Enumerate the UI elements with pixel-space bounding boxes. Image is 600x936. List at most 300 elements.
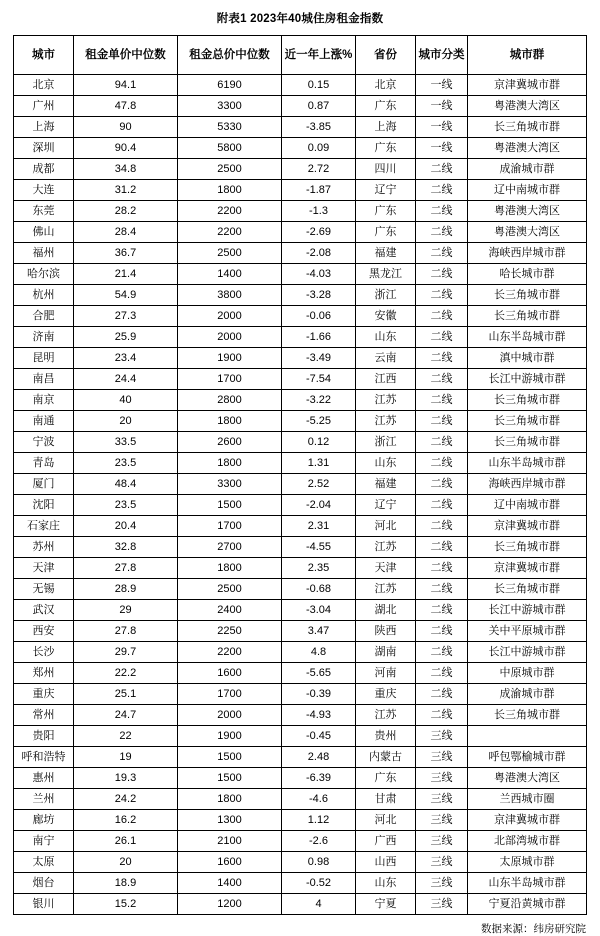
cell-tier: 一线 <box>416 75 468 96</box>
cell-cluster: 辽中南城市群 <box>468 495 587 516</box>
cell-total-price: 2700 <box>178 537 282 558</box>
table-row <box>14 579 587 600</box>
table-header-row <box>14 36 587 75</box>
cell-total-price: 1900 <box>178 726 282 747</box>
table-row <box>14 285 587 306</box>
cell-yoy: -5.65 <box>282 663 356 684</box>
cell-province: 浙江 <box>356 285 416 306</box>
cell-cluster: 长三角城市群 <box>468 537 587 558</box>
table-row <box>14 159 587 180</box>
cell-city: 济南 <box>14 327 74 348</box>
table-row <box>14 327 587 348</box>
cell-tier: 二线 <box>416 348 468 369</box>
cell-unit-price: 33.5 <box>74 432 178 453</box>
cell-total-price: 1400 <box>178 873 282 894</box>
cell-city: 青岛 <box>14 453 74 474</box>
cell-unit-price: 28.9 <box>74 579 178 600</box>
cell-tier: 二线 <box>416 516 468 537</box>
cell-total-price: 3300 <box>178 96 282 117</box>
cell-province: 福建 <box>356 243 416 264</box>
cell-tier: 三线 <box>416 810 468 831</box>
cell-cluster: 粤港澳大湾区 <box>468 222 587 243</box>
cell-tier: 二线 <box>416 474 468 495</box>
cell-tier: 二线 <box>416 369 468 390</box>
cell-city: 上海 <box>14 117 74 138</box>
cell-province: 辽宁 <box>356 180 416 201</box>
cell-yoy: -0.52 <box>282 873 356 894</box>
table-row <box>14 684 587 705</box>
table-row <box>14 810 587 831</box>
table-row <box>14 705 587 726</box>
cell-province: 福建 <box>356 474 416 495</box>
cell-total-price: 6190 <box>178 75 282 96</box>
cell-province: 安徽 <box>356 306 416 327</box>
cell-yoy: 4.8 <box>282 642 356 663</box>
cell-tier: 二线 <box>416 621 468 642</box>
cell-province: 河南 <box>356 663 416 684</box>
cell-cluster: 长三角城市群 <box>468 411 587 432</box>
cell-cluster: 长三角城市群 <box>468 432 587 453</box>
cell-total-price: 2500 <box>178 159 282 180</box>
cell-cluster: 成渝城市群 <box>468 684 587 705</box>
cell-tier: 二线 <box>416 159 468 180</box>
cell-yoy: -4.03 <box>282 264 356 285</box>
table-row <box>14 411 587 432</box>
cell-total-price: 1300 <box>178 810 282 831</box>
cell-province: 江苏 <box>356 411 416 432</box>
cell-total-price: 1200 <box>178 894 282 915</box>
cell-yoy: 1.31 <box>282 453 356 474</box>
column-header-yoy: 近一年上涨% <box>282 36 356 75</box>
cell-yoy: -3.22 <box>282 390 356 411</box>
cell-tier: 二线 <box>416 558 468 579</box>
cell-tier: 二线 <box>416 285 468 306</box>
cell-unit-price: 40 <box>74 390 178 411</box>
cell-unit-price: 36.7 <box>74 243 178 264</box>
cell-city: 南宁 <box>14 831 74 852</box>
cell-province: 广东 <box>356 222 416 243</box>
table-row <box>14 789 587 810</box>
cell-cluster: 京津冀城市群 <box>468 75 587 96</box>
cell-city: 石家庄 <box>14 516 74 537</box>
cell-tier: 二线 <box>416 453 468 474</box>
table-row <box>14 369 587 390</box>
column-header-province: 省份 <box>356 36 416 75</box>
cell-tier: 三线 <box>416 873 468 894</box>
cell-total-price: 1600 <box>178 663 282 684</box>
column-header-city: 城市 <box>14 36 74 75</box>
cell-total-price: 5800 <box>178 138 282 159</box>
cell-total-price: 2200 <box>178 201 282 222</box>
cell-cluster: 山东半岛城市群 <box>468 873 587 894</box>
cell-province: 重庆 <box>356 684 416 705</box>
cell-province: 山东 <box>356 453 416 474</box>
cell-city: 哈尔滨 <box>14 264 74 285</box>
cell-province: 甘肃 <box>356 789 416 810</box>
cell-total-price: 1700 <box>178 369 282 390</box>
cell-unit-price: 90.4 <box>74 138 178 159</box>
cell-total-price: 1800 <box>178 558 282 579</box>
cell-yoy: -4.55 <box>282 537 356 558</box>
cell-tier: 一线 <box>416 138 468 159</box>
cell-unit-price: 23.5 <box>74 495 178 516</box>
cell-yoy: -3.28 <box>282 285 356 306</box>
cell-city: 重庆 <box>14 684 74 705</box>
cell-total-price: 1800 <box>178 180 282 201</box>
cell-unit-price: 27.8 <box>74 621 178 642</box>
cell-total-price: 2000 <box>178 327 282 348</box>
cell-unit-price: 48.4 <box>74 474 178 495</box>
cell-cluster: 山东半岛城市群 <box>468 453 587 474</box>
table-row <box>14 117 587 138</box>
cell-total-price: 1700 <box>178 684 282 705</box>
cell-cluster: 长江中游城市群 <box>468 600 587 621</box>
cell-unit-price: 22.2 <box>74 663 178 684</box>
table-row <box>14 243 587 264</box>
cell-city: 烟台 <box>14 873 74 894</box>
cell-city: 兰州 <box>14 789 74 810</box>
cell-total-price: 2400 <box>178 600 282 621</box>
cell-total-price: 2500 <box>178 243 282 264</box>
cell-city: 武汉 <box>14 600 74 621</box>
cell-unit-price: 22 <box>74 726 178 747</box>
cell-unit-price: 20 <box>74 852 178 873</box>
cell-tier: 二线 <box>416 579 468 600</box>
cell-city: 合肥 <box>14 306 74 327</box>
cell-cluster: 长三角城市群 <box>468 705 587 726</box>
cell-tier: 二线 <box>416 390 468 411</box>
cell-province: 辽宁 <box>356 495 416 516</box>
cell-province: 江苏 <box>356 537 416 558</box>
cell-province: 内蒙古 <box>356 747 416 768</box>
cell-unit-price: 29.7 <box>74 642 178 663</box>
cell-unit-price: 54.9 <box>74 285 178 306</box>
cell-yoy: 2.48 <box>282 747 356 768</box>
cell-province: 贵州 <box>356 726 416 747</box>
table-row <box>14 390 587 411</box>
cell-province: 江西 <box>356 369 416 390</box>
cell-province: 山东 <box>356 873 416 894</box>
cell-cluster: 京津冀城市群 <box>468 810 587 831</box>
rent-index-table <box>13 35 587 915</box>
cell-province: 云南 <box>356 348 416 369</box>
cell-cluster: 宁夏沿黄城市群 <box>468 894 587 915</box>
cell-cluster: 山东半岛城市群 <box>468 327 587 348</box>
cell-cluster: 京津冀城市群 <box>468 516 587 537</box>
cell-yoy: -1.66 <box>282 327 356 348</box>
cell-total-price: 2600 <box>178 432 282 453</box>
cell-total-price: 2250 <box>178 621 282 642</box>
cell-cluster: 长江中游城市群 <box>468 369 587 390</box>
cell-unit-price: 15.2 <box>74 894 178 915</box>
cell-city: 无锡 <box>14 579 74 600</box>
cell-unit-price: 25.9 <box>74 327 178 348</box>
cell-city: 西安 <box>14 621 74 642</box>
cell-unit-price: 31.2 <box>74 180 178 201</box>
table-row <box>14 180 587 201</box>
cell-city: 廊坊 <box>14 810 74 831</box>
cell-tier: 二线 <box>416 306 468 327</box>
cell-province: 天津 <box>356 558 416 579</box>
cell-yoy: -0.45 <box>282 726 356 747</box>
table-row <box>14 873 587 894</box>
cell-cluster: 哈长城市群 <box>468 264 587 285</box>
cell-total-price: 1500 <box>178 495 282 516</box>
table-row <box>14 852 587 873</box>
cell-yoy: 2.72 <box>282 159 356 180</box>
cell-unit-price: 32.8 <box>74 537 178 558</box>
cell-total-price: 2000 <box>178 306 282 327</box>
cell-city: 惠州 <box>14 768 74 789</box>
table-row <box>14 537 587 558</box>
cell-unit-price: 27.8 <box>74 558 178 579</box>
cell-cluster: 太原城市群 <box>468 852 587 873</box>
cell-yoy: -2.04 <box>282 495 356 516</box>
cell-total-price: 1500 <box>178 747 282 768</box>
cell-yoy: -2.69 <box>282 222 356 243</box>
cell-unit-price: 94.1 <box>74 75 178 96</box>
cell-cluster: 兰西城市圈 <box>468 789 587 810</box>
cell-province: 山西 <box>356 852 416 873</box>
cell-tier: 二线 <box>416 432 468 453</box>
cell-yoy: -0.39 <box>282 684 356 705</box>
cell-unit-price: 19.3 <box>74 768 178 789</box>
cell-total-price: 2200 <box>178 642 282 663</box>
table-header <box>14 36 587 75</box>
table-row <box>14 495 587 516</box>
cell-yoy: -5.25 <box>282 411 356 432</box>
cell-province: 黑龙江 <box>356 264 416 285</box>
cell-cluster: 呼包鄂榆城市群 <box>468 747 587 768</box>
cell-unit-price: 20 <box>74 411 178 432</box>
table-row <box>14 747 587 768</box>
cell-city: 贵阳 <box>14 726 74 747</box>
cell-city: 太原 <box>14 852 74 873</box>
cell-city: 苏州 <box>14 537 74 558</box>
cell-cluster: 粤港澳大湾区 <box>468 768 587 789</box>
table-row <box>14 432 587 453</box>
cell-tier: 一线 <box>416 96 468 117</box>
cell-province: 广东 <box>356 96 416 117</box>
cell-yoy: -2.6 <box>282 831 356 852</box>
cell-city: 长沙 <box>14 642 74 663</box>
cell-cluster: 北部湾城市群 <box>468 831 587 852</box>
cell-yoy: 0.15 <box>282 75 356 96</box>
cell-unit-price: 26.1 <box>74 831 178 852</box>
cell-tier: 二线 <box>416 684 468 705</box>
cell-cluster: 粤港澳大湾区 <box>468 138 587 159</box>
cell-province: 江苏 <box>356 705 416 726</box>
cell-city: 成都 <box>14 159 74 180</box>
cell-yoy: -1.87 <box>282 180 356 201</box>
cell-yoy: -6.39 <box>282 768 356 789</box>
cell-yoy: -0.06 <box>282 306 356 327</box>
cell-cluster: 粤港澳大湾区 <box>468 96 587 117</box>
cell-province: 湖南 <box>356 642 416 663</box>
cell-cluster: 长三角城市群 <box>468 285 587 306</box>
cell-cluster: 京津冀城市群 <box>468 558 587 579</box>
cell-city: 佛山 <box>14 222 74 243</box>
cell-unit-price: 47.8 <box>74 96 178 117</box>
cell-cluster: 海峡西岸城市群 <box>468 474 587 495</box>
cell-tier: 二线 <box>416 495 468 516</box>
table-row <box>14 264 587 285</box>
cell-yoy: -2.08 <box>282 243 356 264</box>
cell-province: 陕西 <box>356 621 416 642</box>
cell-city: 常州 <box>14 705 74 726</box>
cell-total-price: 1800 <box>178 411 282 432</box>
cell-unit-price: 20.4 <box>74 516 178 537</box>
cell-province: 上海 <box>356 117 416 138</box>
cell-yoy: -7.54 <box>282 369 356 390</box>
cell-yoy: 0.98 <box>282 852 356 873</box>
cell-yoy: 1.12 <box>282 810 356 831</box>
cell-tier: 三线 <box>416 726 468 747</box>
cell-tier: 二线 <box>416 180 468 201</box>
table-row <box>14 474 587 495</box>
table-row <box>14 348 587 369</box>
cell-unit-price: 28.2 <box>74 201 178 222</box>
cell-city: 郑州 <box>14 663 74 684</box>
cell-cluster: 中原城市群 <box>468 663 587 684</box>
cell-unit-price: 24.2 <box>74 789 178 810</box>
cell-tier: 二线 <box>416 600 468 621</box>
cell-province: 江苏 <box>356 390 416 411</box>
cell-unit-price: 23.5 <box>74 453 178 474</box>
cell-yoy: 4 <box>282 894 356 915</box>
cell-total-price: 2000 <box>178 705 282 726</box>
cell-yoy: -1.3 <box>282 201 356 222</box>
cell-province: 湖北 <box>356 600 416 621</box>
cell-province: 广东 <box>356 768 416 789</box>
table-row <box>14 621 587 642</box>
cell-total-price: 2200 <box>178 222 282 243</box>
cell-cluster: 长三角城市群 <box>468 390 587 411</box>
cell-yoy: 2.52 <box>282 474 356 495</box>
cell-tier: 三线 <box>416 747 468 768</box>
cell-tier: 二线 <box>416 642 468 663</box>
cell-city: 银川 <box>14 894 74 915</box>
cell-city: 南京 <box>14 390 74 411</box>
cell-yoy: 0.12 <box>282 432 356 453</box>
cell-city: 呼和浩特 <box>14 747 74 768</box>
cell-city: 大连 <box>14 180 74 201</box>
cell-cluster: 辽中南城市群 <box>468 180 587 201</box>
cell-cluster: 成渝城市群 <box>468 159 587 180</box>
cell-tier: 二线 <box>416 705 468 726</box>
cell-cluster: 长三角城市群 <box>468 117 587 138</box>
page-title: 附表1 2023年40城住房租金指数 <box>216 13 384 25</box>
table-body <box>14 75 587 915</box>
table-row <box>14 642 587 663</box>
column-header-tier: 城市分类 <box>416 36 468 75</box>
cell-yoy: 3.47 <box>282 621 356 642</box>
cell-unit-price: 24.4 <box>74 369 178 390</box>
cell-unit-price: 21.4 <box>74 264 178 285</box>
cell-unit-price: 25.1 <box>74 684 178 705</box>
cell-tier: 三线 <box>416 831 468 852</box>
cell-city: 南通 <box>14 411 74 432</box>
cell-cluster: 海峡西岸城市群 <box>468 243 587 264</box>
table-row <box>14 600 587 621</box>
cell-city: 天津 <box>14 558 74 579</box>
table-row <box>14 222 587 243</box>
cell-tier: 三线 <box>416 894 468 915</box>
cell-cluster: 长三角城市群 <box>468 579 587 600</box>
cell-total-price: 3300 <box>178 474 282 495</box>
cell-tier: 二线 <box>416 327 468 348</box>
table-row <box>14 453 587 474</box>
cell-yoy: -3.04 <box>282 600 356 621</box>
cell-cluster <box>468 726 587 747</box>
cell-unit-price: 23.4 <box>74 348 178 369</box>
cell-tier: 二线 <box>416 222 468 243</box>
cell-tier: 三线 <box>416 852 468 873</box>
table-row <box>14 306 587 327</box>
cell-province: 浙江 <box>356 432 416 453</box>
cell-total-price: 2500 <box>178 579 282 600</box>
cell-province: 四川 <box>356 159 416 180</box>
cell-unit-price: 18.9 <box>74 873 178 894</box>
cell-total-price: 3800 <box>178 285 282 306</box>
cell-city: 昆明 <box>14 348 74 369</box>
cell-province: 河北 <box>356 810 416 831</box>
cell-total-price: 1400 <box>178 264 282 285</box>
cell-yoy: 2.35 <box>282 558 356 579</box>
table-row <box>14 558 587 579</box>
table-row <box>14 516 587 537</box>
cell-yoy: -3.85 <box>282 117 356 138</box>
cell-tier: 二线 <box>416 537 468 558</box>
cell-city: 北京 <box>14 75 74 96</box>
cell-tier: 三线 <box>416 768 468 789</box>
cell-city: 厦门 <box>14 474 74 495</box>
cell-unit-price: 16.2 <box>74 810 178 831</box>
cell-city: 宁波 <box>14 432 74 453</box>
cell-total-price: 1900 <box>178 348 282 369</box>
cell-cluster: 滇中城市群 <box>468 348 587 369</box>
cell-unit-price: 24.7 <box>74 705 178 726</box>
table-row <box>14 726 587 747</box>
table-row <box>14 894 587 915</box>
cell-total-price: 1800 <box>178 789 282 810</box>
cell-unit-price: 28.4 <box>74 222 178 243</box>
cell-unit-price: 90 <box>74 117 178 138</box>
cell-cluster: 长江中游城市群 <box>468 642 587 663</box>
cell-unit-price: 34.8 <box>74 159 178 180</box>
cell-province: 江苏 <box>356 579 416 600</box>
table-row <box>14 663 587 684</box>
cell-city: 深圳 <box>14 138 74 159</box>
cell-yoy: 2.31 <box>282 516 356 537</box>
data-source-note: 数据来源：纬房研究院 <box>481 923 586 935</box>
column-header-cluster: 城市群 <box>468 36 587 75</box>
cell-province: 宁夏 <box>356 894 416 915</box>
cell-province: 北京 <box>356 75 416 96</box>
cell-unit-price: 29 <box>74 600 178 621</box>
cell-city: 福州 <box>14 243 74 264</box>
cell-city: 南昌 <box>14 369 74 390</box>
cell-total-price: 5330 <box>178 117 282 138</box>
cell-total-price: 2100 <box>178 831 282 852</box>
cell-province: 广东 <box>356 138 416 159</box>
cell-province: 山东 <box>356 327 416 348</box>
cell-province: 广东 <box>356 201 416 222</box>
cell-unit-price: 27.3 <box>74 306 178 327</box>
cell-tier: 一线 <box>416 117 468 138</box>
cell-city: 东莞 <box>14 201 74 222</box>
cell-city: 广州 <box>14 96 74 117</box>
